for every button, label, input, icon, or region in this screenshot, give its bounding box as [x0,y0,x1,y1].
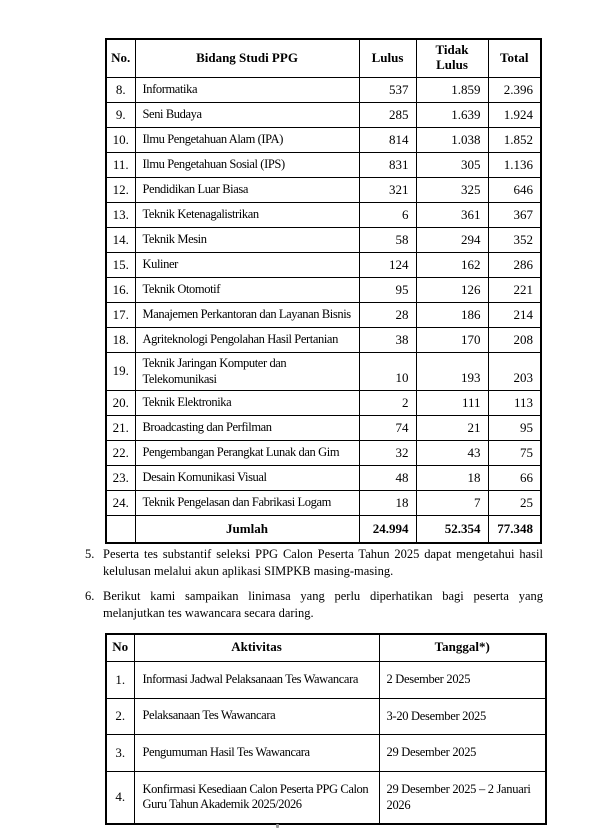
cell-bidang-studi: Manajemen Perkantoran dan Layanan Bisnis [135,302,359,327]
cell-tidak-lulus: 186 [416,302,488,327]
table-row [106,152,541,177]
cell-no: 22. [106,440,135,465]
cell-tidak-lulus: 361 [416,202,488,227]
table-row [106,661,546,698]
paragraph-5-text: Peserta tes substantif seleksi PPG Calon Peserta Tahun 2025 dapat mengetahui hasil kelulusan melalui akun aplikasi SIMPKB masing-masing. [103,547,543,578]
cell-tidak-lulus: 18 [416,465,488,490]
paragraph-6-text: Berikut kami sampaikan linimasa yang perlu diperhatikan bagi peserta yang melanjutkan tes wawancara secara daring. [103,589,543,620]
cell-tidak-lulus: 170 [416,327,488,352]
cell-lulus: 124 [359,252,416,277]
cell-total: 352 [488,227,541,252]
cell-lulus: 537 [359,77,416,102]
cell-no: 16. [106,277,135,302]
paragraph-6 [85,588,543,622]
cell-lulus: 32 [359,440,416,465]
table-row [106,327,541,352]
bidang-studi-table-header [106,39,541,77]
cell-aktivitas: Pengumuman Hasil Tes Wawancara [134,734,379,771]
cell-lulus: 58 [359,227,416,252]
scan-artifact [276,824,279,828]
cell-lulus: 74 [359,415,416,440]
cell-tanggal: 29 Desember 2025 – 2 Januari 2026 [379,771,546,824]
linimasa-table-body [106,661,546,824]
cell-bidang-studi: Broadcasting dan Perfilman [135,415,359,440]
cell-tanggal: 2 Desember 2025 [379,661,546,698]
paragraph-6-number: 6. [85,589,95,603]
cell-bidang-studi: Kuliner [135,252,359,277]
cell-lulus: 10 [359,352,416,390]
jumlah-total: 77.348 [488,515,541,543]
cell-no: 8. [106,77,135,102]
cell-bidang-studi: Seni Budaya [135,102,359,127]
jumlah-tidak-lulus: 52.354 [416,515,488,543]
cell-tidak-lulus: 162 [416,252,488,277]
cell-no: 17. [106,302,135,327]
cell-aktivitas: Pelaksanaan Tes Wawancara [134,698,379,734]
cell-lulus: 814 [359,127,416,152]
header-total: Total [488,39,541,77]
cell-bidang-studi: Pendidikan Luar Biasa [135,177,359,202]
cell-total: 66 [488,465,541,490]
table-row [106,440,541,465]
cell-lulus: 38 [359,327,416,352]
cell-total: 367 [488,202,541,227]
cell-no: 11. [106,152,135,177]
header-lulus: Lulus [359,39,416,77]
paragraph-5-number: 5. [85,547,95,561]
cell-total: 2.396 [488,77,541,102]
jumlah-empty-cell [106,515,135,543]
table-row [106,202,541,227]
cell-tidak-lulus: 1.859 [416,77,488,102]
cell-lulus: 6 [359,202,416,227]
header-aktivitas: Aktivitas [134,634,379,661]
cell-no: 12. [106,177,135,202]
cell-no: 14. [106,227,135,252]
table-row [106,771,546,824]
jumlah-row [106,515,541,543]
cell-aktivitas: Konfirmasi Kesediaan Calon Peserta PPG Calon Guru Tahun Akademik 2025/2026 [134,771,379,824]
linimasa-table-header [106,634,546,661]
cell-bidang-studi: Teknik Otomotif [135,277,359,302]
bidang-studi-ppg-table [105,38,542,544]
cell-total: 95 [488,415,541,440]
cell-no: 9. [106,102,135,127]
cell-lulus: 18 [359,490,416,515]
table-row [106,102,541,127]
cell-bidang-studi: Informatika [135,77,359,102]
cell-no: 4. [106,771,134,824]
cell-bidang-studi: Teknik Elektronika [135,390,359,415]
cell-total: 221 [488,277,541,302]
cell-bidang-studi: Pengembangan Perangkat Lunak dan Gim [135,440,359,465]
jumlah-lulus: 24.994 [359,515,416,543]
cell-total: 113 [488,390,541,415]
cell-total: 214 [488,302,541,327]
cell-tidak-lulus: 126 [416,277,488,302]
table-row [106,415,541,440]
cell-total: 75 [488,440,541,465]
cell-lulus: 2 [359,390,416,415]
cell-tidak-lulus: 43 [416,440,488,465]
cell-total: 286 [488,252,541,277]
cell-tidak-lulus: 21 [416,415,488,440]
cell-lulus: 48 [359,465,416,490]
cell-no: 23. [106,465,135,490]
cell-no: 21. [106,415,135,440]
cell-tanggal: 29 Desember 2025 [379,734,546,771]
cell-total: 203 [488,352,541,390]
table-row [106,352,541,390]
cell-lulus: 28 [359,302,416,327]
cell-bidang-studi: Ilmu Pengetahuan Alam (IPA) [135,127,359,152]
cell-bidang-studi: Desain Komunikasi Visual [135,465,359,490]
cell-tanggal: 3-20 Desember 2025 [379,698,546,734]
table-row [106,177,541,202]
cell-tidak-lulus: 1.639 [416,102,488,127]
cell-bidang-studi: Ilmu Pengetahuan Sosial (IPS) [135,152,359,177]
table-row [106,77,541,102]
table-row [106,490,541,515]
cell-total: 1.924 [488,102,541,127]
table-row [106,252,541,277]
table-row [106,390,541,415]
cell-total: 646 [488,177,541,202]
cell-bidang-studi: Teknik Pengelasan dan Fabrikasi Logam [135,490,359,515]
jumlah-label: Jumlah [135,515,359,543]
table-row [106,277,541,302]
header-tidak-lulus: Tidak Lulus [416,39,488,77]
cell-tidak-lulus: 1.038 [416,127,488,152]
bidang-studi-table-footer [106,515,541,543]
linimasa-table [105,633,547,825]
cell-lulus: 831 [359,152,416,177]
table-row [106,127,541,152]
cell-no: 19. [106,352,135,390]
cell-lulus: 321 [359,177,416,202]
cell-no: 15. [106,252,135,277]
cell-no: 13. [106,202,135,227]
cell-bidang-studi: Teknik Mesin [135,227,359,252]
cell-no: 24. [106,490,135,515]
cell-bidang-studi: Teknik Ketenagalistrikan [135,202,359,227]
cell-tidak-lulus: 111 [416,390,488,415]
header-no: No. [106,39,135,77]
table-row [106,698,546,734]
header-tanggal: Tanggal*) [379,634,546,661]
header-no2: No [106,634,134,661]
cell-total: 208 [488,327,541,352]
table-row [106,227,541,252]
cell-no: 1. [106,661,134,698]
cell-lulus: 285 [359,102,416,127]
cell-tidak-lulus: 193 [416,352,488,390]
cell-no: 10. [106,127,135,152]
paragraph-5 [85,546,543,580]
cell-total: 25 [488,490,541,515]
cell-bidang-studi: Agriteknologi Pengolahan Hasil Pertanian [135,327,359,352]
cell-tidak-lulus: 305 [416,152,488,177]
table-row [106,465,541,490]
cell-tidak-lulus: 325 [416,177,488,202]
cell-no: 2. [106,698,134,734]
cell-tidak-lulus: 7 [416,490,488,515]
cell-aktivitas: Informasi Jadwal Pelaksanaan Tes Wawancara [134,661,379,698]
cell-lulus: 95 [359,277,416,302]
cell-total: 1.136 [488,152,541,177]
cell-bidang-studi: Teknik Jaringan Komputer dan Telekomunikasi [135,352,359,390]
cell-no: 20. [106,390,135,415]
cell-no: 18. [106,327,135,352]
cell-no: 3. [106,734,134,771]
table-row [106,302,541,327]
table-row [106,734,546,771]
cell-total: 1.852 [488,127,541,152]
cell-tidak-lulus: 294 [416,227,488,252]
header-bidang-studi: Bidang Studi PPG [135,39,359,77]
bidang-studi-table-body [106,77,541,515]
